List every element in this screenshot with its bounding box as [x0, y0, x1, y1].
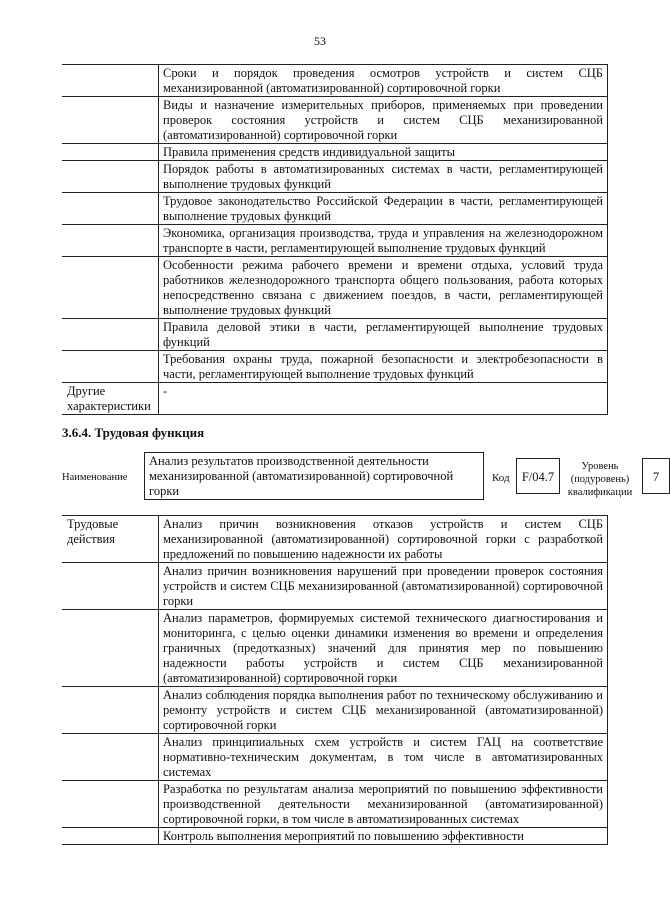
table-row: [63, 65, 608, 97]
page-number: 53: [314, 34, 326, 48]
qualification-level: 7: [642, 458, 670, 494]
row-text: Трудовое законодательство Российской Федерации в части, регламентирующей выполнение трудовых функций: [159, 193, 608, 225]
row-label: [63, 144, 159, 161]
row-text: Правила деловой этики в части, регламентирующей выполнение трудовых функций: [159, 319, 608, 351]
row-label: [63, 734, 159, 781]
row-text: Требования охраны труда, пожарной безопасности и электробезопасности в части, регламентирующей выполнение трудовых функций: [159, 351, 608, 383]
table-row: [63, 97, 608, 144]
row-label: [63, 563, 159, 610]
level-label: Уровень (подуровень) квалификации: [567, 461, 633, 498]
table-row: [63, 828, 608, 845]
row-text: Сроки и порядок проведения осмотров устройств и систем СЦБ механизированной (автоматизированной) сортировочной горки: [159, 65, 608, 97]
row-label: [63, 610, 159, 687]
table-row: [63, 161, 608, 193]
row-text: Разработка по результатам анализа мероприятий по повышению эффективности производственной деятельности механизированной (автоматизированной) сортировочной горки, в том числе в автоматизированных системах: [159, 781, 608, 828]
row-text: Анализ соблюдения порядка выполнения работ по техническому обслуживанию и ремонту устройств и систем СЦБ механизированной (автоматизированной) сортировочной горки: [159, 687, 608, 734]
row-text: Анализ параметров, формируемых системой технического диагностирования и мониторинга, с целью оценки динамики изменения во времени и определения граничных (предотказных) значений для принятия мер по повышению надежности работы устройств и систем СЦБ механизированной (автоматизированной) сортировочной горки: [159, 610, 608, 687]
row-text: Правила применения средств индивидуальной защиты: [159, 144, 608, 161]
row-text: Анализ принципиальных схем устройств и систем ГАЦ на соответствие нормативно-техническим документам, в том числе в автоматизированных системах: [159, 734, 608, 781]
row-label: [63, 351, 159, 383]
row-text: Виды и назначение измерительных приборов, применяемых при проведении проверок состояния устройств и систем СЦБ механизированной (автоматизированной) сортировочной горки: [159, 97, 608, 144]
table-row: [63, 351, 608, 383]
table-row: [63, 781, 608, 828]
row-text: Анализ причин возникновения отказов устройств и систем СЦБ механизированной (автоматизированной) сортировочной горки с разработкой предложений по повышению надежности их работы: [159, 516, 608, 563]
function-header: [62, 452, 660, 504]
knowledge-table: [62, 64, 608, 415]
section-title: 3.6.4. Трудовая функция: [62, 425, 205, 440]
row-label: [63, 687, 159, 734]
table-row: [63, 563, 608, 610]
row-label: [63, 161, 159, 193]
row-text: -: [159, 383, 608, 415]
row-text: Анализ причин возникновения нарушений при проведении проверок состояния устройств и систем СЦБ механизированной (автоматизированной) сортировочной горки: [159, 563, 608, 610]
row-label: [63, 225, 159, 257]
table-row: [63, 257, 608, 319]
row-label: [63, 781, 159, 828]
row-label: [63, 319, 159, 351]
table-row: [63, 225, 608, 257]
row-label: [63, 257, 159, 319]
row-text: Порядок работы в автоматизированных системах в части, регламентирующей выполнение трудовых функций: [159, 161, 608, 193]
name-label: Наименование: [62, 472, 128, 483]
code-label: Код: [492, 472, 510, 484]
row-label: [63, 97, 159, 144]
table-row: [63, 516, 608, 563]
row-text: Особенности режима рабочего времени и времени отдыха, условий труда работников железнодорожного транспорта общего пользования, работа которых непосредственно связана с движением поездов, в части, регламентирующей выполнение трудовых функций: [159, 257, 608, 319]
table-row: [63, 144, 608, 161]
table-row: [63, 734, 608, 781]
row-label: [63, 828, 159, 845]
table-row: [63, 687, 608, 734]
labor-actions-table: [62, 515, 608, 845]
function-name: Анализ результатов производственной деятельности механизированной (автоматизированной) сортировочной горки: [144, 452, 484, 500]
table-row: [63, 383, 608, 415]
row-text: Экономика, организация производства, труда и управления на железнодорожном транспорте в части, регламентирующей выполнение трудовых функций: [159, 225, 608, 257]
row-label: [63, 193, 159, 225]
row-text: Контроль выполнения мероприятий по повышению эффективности: [159, 828, 608, 845]
table-row: [63, 193, 608, 225]
row-label: [63, 65, 159, 97]
table-row: [63, 610, 608, 687]
function-code: F/04.7: [516, 458, 560, 494]
table-row: [63, 319, 608, 351]
row-label: Трудовые действия: [63, 516, 159, 563]
row-label: Другие характеристики: [63, 383, 159, 415]
